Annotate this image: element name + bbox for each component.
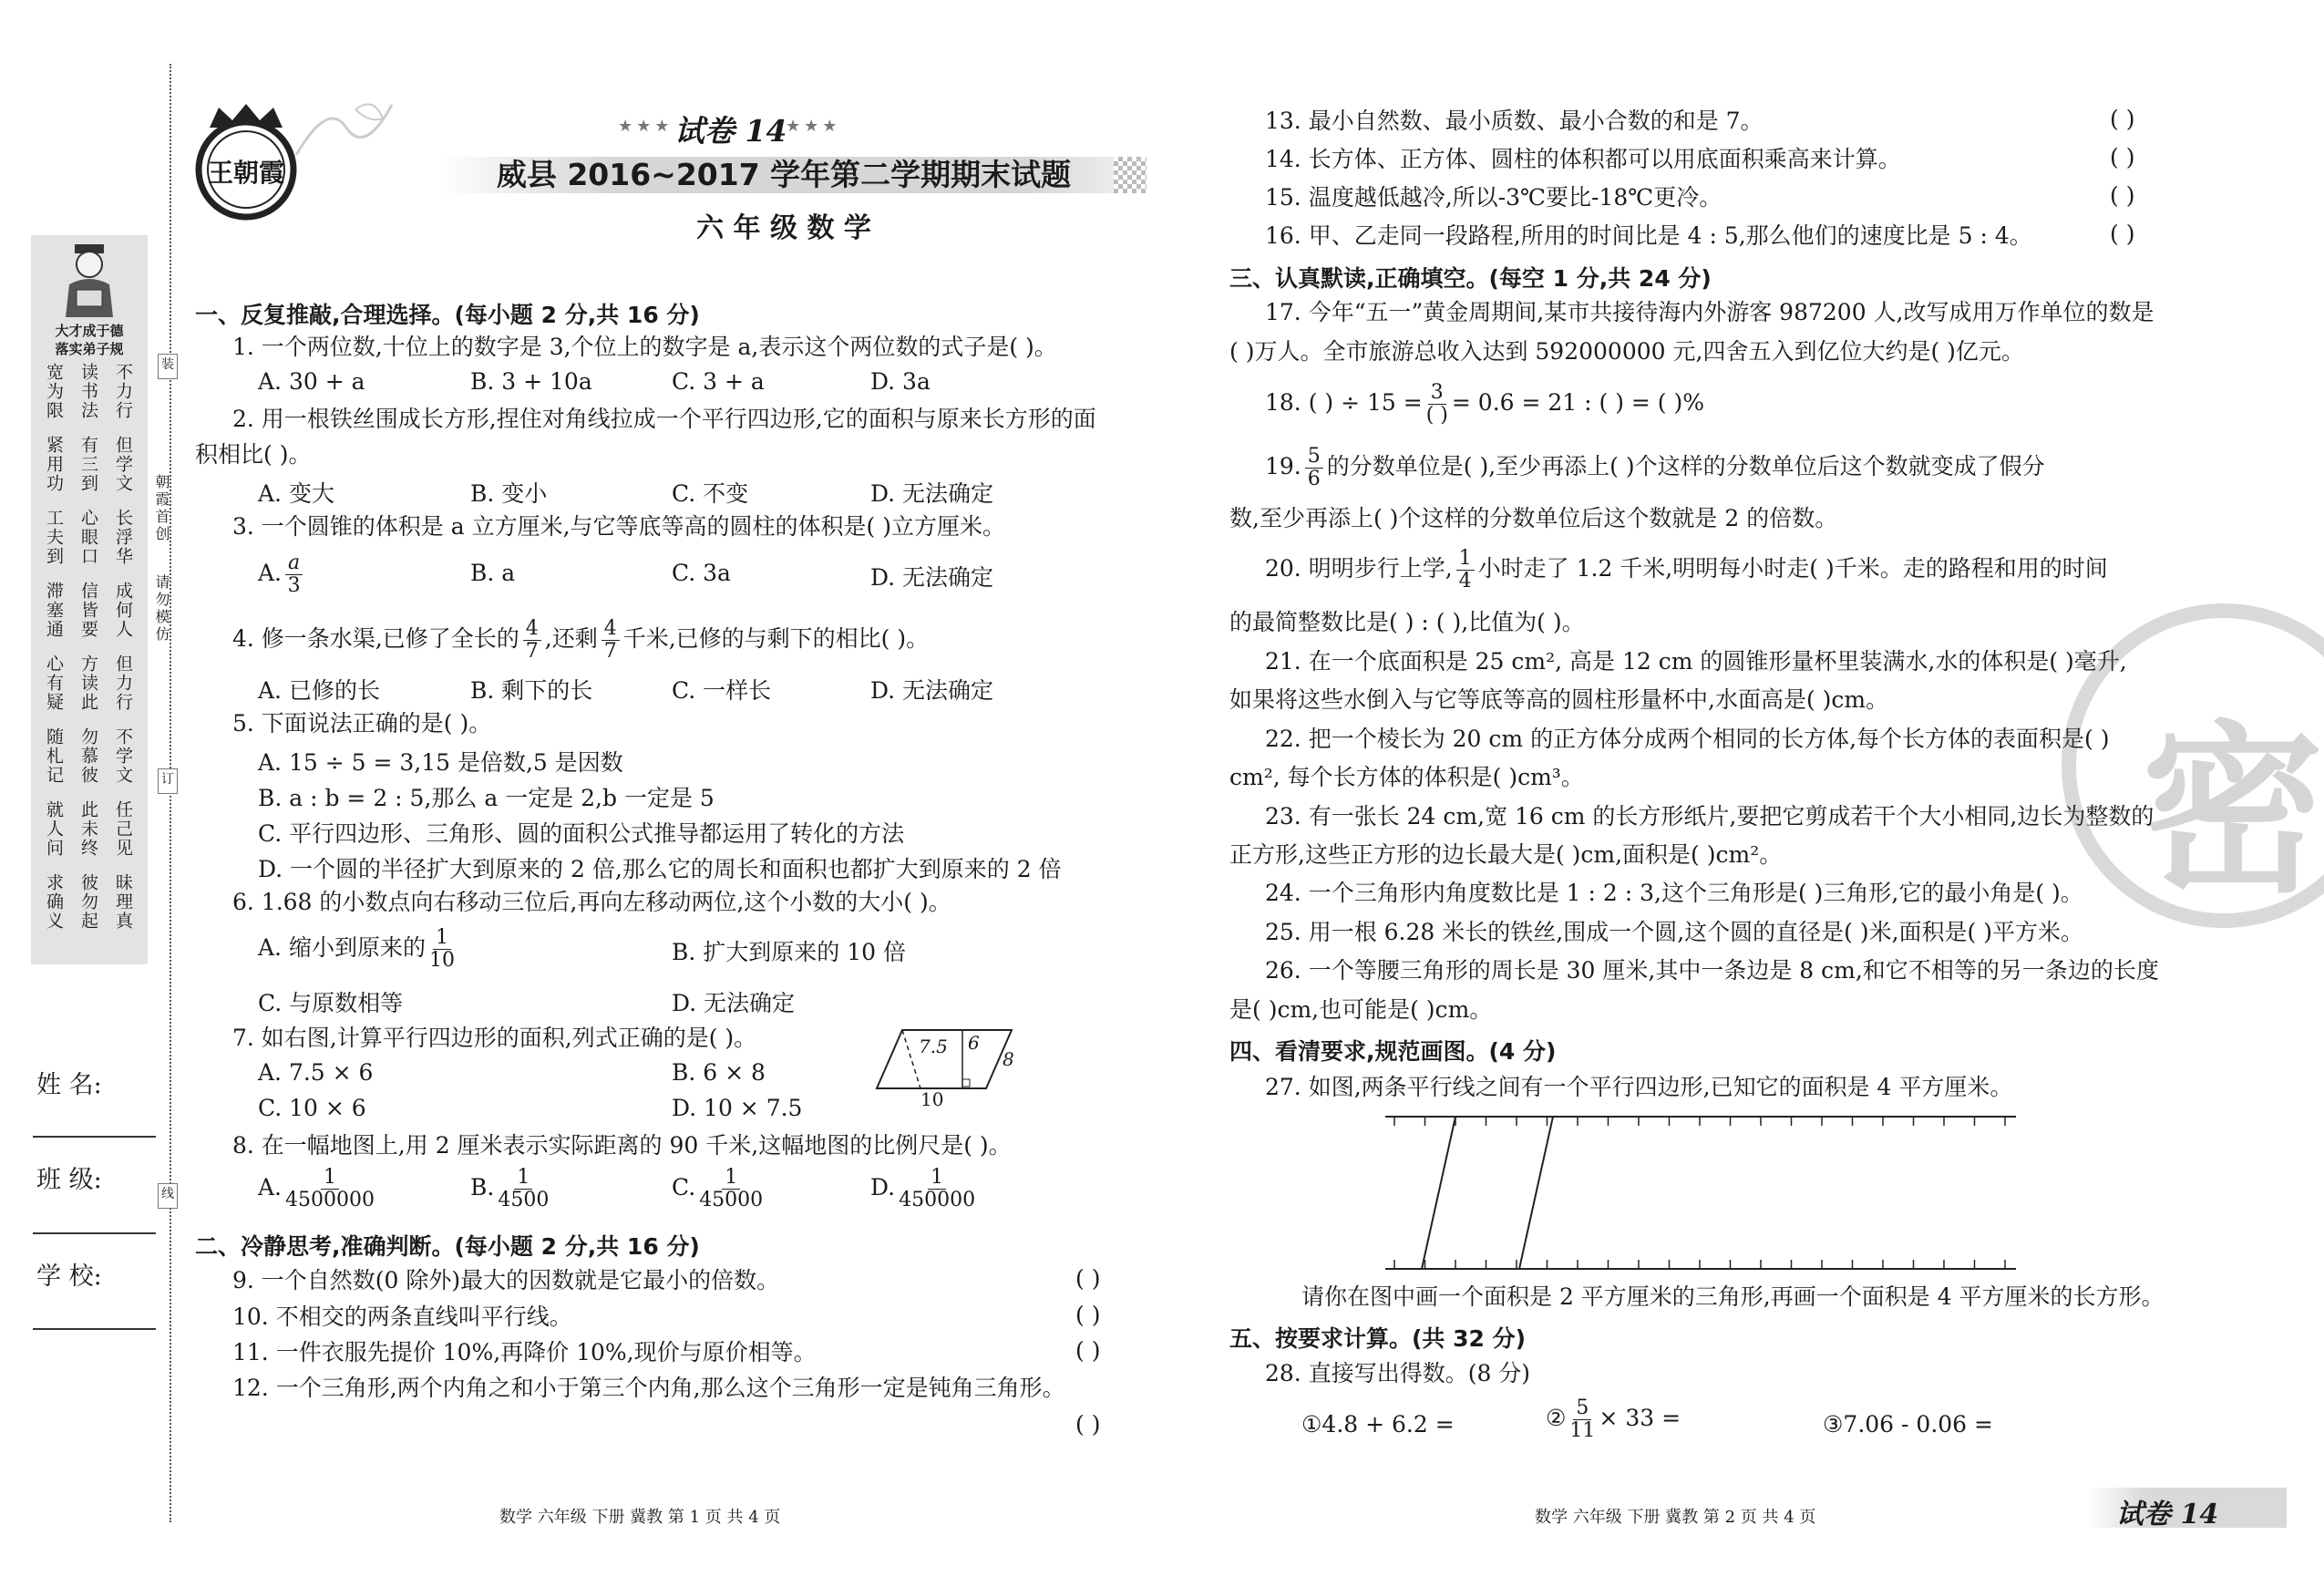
motto-column: 方读此 xyxy=(78,654,98,712)
q20-fraction xyxy=(1456,548,1475,593)
figure-label-side: 8 xyxy=(1003,1048,1014,1070)
school-field[interactable] xyxy=(33,1328,156,1330)
q4-text-3: 千米,已修的与剩下的相比( )。 xyxy=(622,625,930,652)
class-field[interactable] xyxy=(33,1232,156,1234)
q6-option-a-fraction xyxy=(429,927,455,972)
question-2-line1: 2. 用一根铁丝围成长方形,捏住对角线拉成一个平行四边形,它的面积与原来长方形的面 xyxy=(232,406,1096,432)
q20-text-2: 小时走了 1.2 千米,明明每小时走( )千米。走的路程和用的时间 xyxy=(1477,555,2108,582)
calc-2-text: × 33 = xyxy=(1599,1405,1681,1431)
motto-column: 就人问 xyxy=(44,800,64,858)
q8-option-label: D. xyxy=(870,1174,896,1201)
footer-tag: 试卷 14 xyxy=(2116,1499,2219,1530)
question-3: 3. 一个圆锥的体积是 a 立方厘米,与它等底等高的圆柱的体积是( )立方厘米。 xyxy=(232,513,1006,540)
scholar-figure xyxy=(53,239,126,321)
judgement-answer-blank[interactable]: ( ) xyxy=(2110,221,2135,247)
q6-option-d[interactable]: D. 无法确定 xyxy=(672,990,796,1016)
question-6: 6. 1.68 的小数点向右移动三位后,再向左移动两位,这个小数的大小( )。 xyxy=(232,889,951,915)
motto-column: 读书法 xyxy=(78,363,98,420)
judgement-item: 13. 最小自然数、最小质数、最小合数的和是 7。 xyxy=(1265,108,1764,134)
school-label: 学 校: xyxy=(36,1262,102,1291)
question-27-note: 请你在图中画一个面积是 2 平方厘米的三角形,再画一个面积是 4 平方厘米的长方形。 xyxy=(1301,1283,2165,1310)
question-18 xyxy=(1265,379,1704,427)
q8-option[interactable] xyxy=(258,1167,378,1211)
motto-column: 成何人 xyxy=(113,582,133,639)
fraction-numerator: a xyxy=(285,552,303,575)
judgement-item: 15. 温度越低越冷,所以-3℃要比-18℃更冷。 xyxy=(1265,184,1722,211)
name-field[interactable] xyxy=(33,1136,156,1138)
fraction-denominator: 11 xyxy=(1569,1419,1596,1442)
q4-option-d[interactable]: D. 无法确定 xyxy=(870,677,994,704)
q3-option-c[interactable]: C. 3a xyxy=(672,560,731,586)
fraction-numerator: 4 xyxy=(602,618,620,641)
motto-column: 工夫到 xyxy=(44,509,64,566)
judgement-answer-blank[interactable]: ( ) xyxy=(2110,106,2135,132)
motto-column: 不力行 xyxy=(113,363,133,420)
question-7: 7. 如右图,计算平行四边形的面积,列式正确的是( )。 xyxy=(232,1025,757,1051)
question-23-line1: 23. 有一张长 24 cm,宽 16 cm 的长方形纸片,要把它剪成若干个大小相同,边长为整数的 xyxy=(1265,803,2154,830)
question-26-line2: 是( )cm,也可能是( )cm。 xyxy=(1229,996,1493,1023)
fraction-denominator: 10 xyxy=(428,949,455,972)
q3-option-b[interactable]: B. a xyxy=(470,560,516,586)
q6-option-a[interactable] xyxy=(258,927,458,972)
judgement-answer-blank[interactable]: ( ) xyxy=(1075,1265,1101,1292)
fraction-denominator: 45000 xyxy=(699,1189,764,1211)
question-24: 24. 一个三角形内角度数比是 1 : 2 : 3,这个三角形是( )三角形,它的最小角是( )。 xyxy=(1265,880,2083,906)
q3-option-d[interactable]: D. 无法确定 xyxy=(870,564,994,591)
class-label: 班 级: xyxy=(36,1166,102,1194)
q3-option-a-label: A. xyxy=(258,560,283,586)
motto-column: 任己见 xyxy=(113,800,133,858)
stamp-character: 密 xyxy=(2142,706,2324,918)
motto-top: 大才成于德 xyxy=(55,323,124,339)
section1-title: 一、反复推敲,合理选择。(每小题 2 分,共 16 分) xyxy=(195,302,700,328)
motto-column: 有三到 xyxy=(78,436,98,493)
q4-text-1: 4. 修一条水渠,已修了全长的 xyxy=(232,625,519,652)
q8-option[interactable] xyxy=(870,1167,979,1211)
fraction-denominator: 7 xyxy=(525,640,539,663)
motto-column: 但学文 xyxy=(113,436,133,493)
question-25: 25. 用一根 6.28 米长的铁丝,围成一个圆,这个圆的直径是( )米,面积是( )平方米。 xyxy=(1265,919,2084,945)
paper-tag: 试卷 14 xyxy=(674,113,787,149)
binding-mark-3: 线 xyxy=(158,1183,178,1209)
judgement-answer-blank[interactable]: ( ) xyxy=(1075,1337,1101,1364)
calc-2 xyxy=(1546,1395,1681,1442)
fraction-numerator: 5 xyxy=(1573,1397,1591,1420)
judgement-item: 9. 一个自然数(0 除外)最大的因数就是它最小的倍数。 xyxy=(232,1267,780,1293)
fraction-numerator: 1 xyxy=(928,1167,946,1190)
fraction-denominator: 4500 xyxy=(498,1189,550,1211)
vertical-note-2: 请勿模仿 xyxy=(153,574,170,644)
q8-option-label: B. xyxy=(470,1174,495,1201)
q8-option-fraction xyxy=(699,1167,763,1211)
calc-2-fraction xyxy=(1569,1397,1595,1442)
motto-columns xyxy=(36,363,146,955)
question-22-line1: 22. 把一个棱长为 20 cm 的正方体分成两个相同的长方体,每个长方体的表面积是( ) xyxy=(1265,726,2110,752)
judgement-answer-blank[interactable]: ( ) xyxy=(1075,1411,1101,1438)
vertical-note-1: 朝霞首创 xyxy=(153,474,170,543)
binding-mark-2: 订 xyxy=(158,768,178,794)
q8-option-label: A. xyxy=(258,1174,283,1201)
brand-name: 王朝霞 xyxy=(207,158,284,188)
motto-top2: 落实弟子规 xyxy=(55,341,124,357)
question-23-line2: 正方形,这些正方形的边长最大是( )cm,面积是( )cm²。 xyxy=(1229,841,1783,868)
q1-option-c[interactable]: C. 3 + a xyxy=(672,368,765,395)
motto-column: 勿慕彼 xyxy=(78,727,98,785)
calc-1: ①4.8 + 6.2 = xyxy=(1301,1411,1455,1438)
motto-column: 紧用功 xyxy=(44,436,64,493)
motto-column: 长浮华 xyxy=(113,509,133,566)
q6-option-c[interactable]: C. 与原数相等 xyxy=(258,990,404,1016)
q5-option-d[interactable]: D. 一个圆的半径扩大到原来的 2 倍,那么它的周长和面积也都扩大到原来的 2 倍 xyxy=(258,856,1062,882)
q4-fraction-2 xyxy=(602,618,620,663)
question-21-line1: 21. 在一个底面积是 25 cm², 高是 12 cm 的圆锥形量杯里装满水,水的体积是( )毫升, xyxy=(1265,648,2127,675)
question-1: 1. 一个两位数,十位上的数字是 3,个位上的数字是 a,表示这个两位数的式子是( )。 xyxy=(232,334,1057,360)
q18-text-2: = 0.6 = 21 : ( ) = ( )% xyxy=(1451,389,1705,416)
footer-right: 数学 六年级 下册 冀教 第 2 页 共 4 页 xyxy=(1535,1508,1816,1527)
q18-text-1: 18. ( ) ÷ 15 = xyxy=(1265,389,1423,416)
motto-column: 心眼口 xyxy=(78,509,98,566)
fraction-numerator: 1 xyxy=(433,927,451,950)
q18-fraction xyxy=(1426,382,1448,427)
q7-option-b[interactable]: B. 6 × 8 xyxy=(672,1059,766,1086)
motto-column: 昧理真 xyxy=(113,873,133,931)
q1-option-d[interactable]: D. 3a xyxy=(870,368,931,395)
motto-column: 但力行 xyxy=(113,654,133,712)
q20-text-1: 20. 明明步行上学, xyxy=(1265,555,1453,582)
question-28: 28. 直接写出得数。(8 分) xyxy=(1265,1360,1531,1386)
q1-option-b[interactable]: B. 3 + 10a xyxy=(470,368,592,395)
parallelogram-figure xyxy=(875,1023,1021,1110)
q8-option-fraction xyxy=(498,1167,549,1211)
question-26-line1: 26. 一个等腰三角形的周长是 30 厘米,其中一条边是 8 cm,和它不相等的另一条边的长度 xyxy=(1265,957,2159,984)
fraction-numerator: 4 xyxy=(523,618,541,641)
judgement-item: 14. 长方体、正方体、圆柱的体积都可以用底面积乘高来计算。 xyxy=(1265,146,1901,172)
question-8: 8. 在一幅地图上,用 2 厘米表示实际距离的 90 千米,这幅地图的比例尺是( )。 xyxy=(232,1132,1012,1159)
fraction-denominator: 7 xyxy=(603,640,617,663)
figure-label-height: 6 xyxy=(968,1032,980,1054)
q1-option-a[interactable]: A. 30 + a xyxy=(258,368,365,395)
subject-title: 六 年 级 数 学 xyxy=(696,212,871,244)
fraction-numerator: 5 xyxy=(1305,446,1323,469)
fraction-numerator: 1 xyxy=(722,1167,740,1190)
figure-label-slant: 7.5 xyxy=(919,1036,948,1057)
judgement-item: 12. 一个三角形,两个内角之和小于第三个内角,那么这个三角形一定是钝角三角形。 xyxy=(232,1375,1065,1401)
q8-option-fraction xyxy=(899,1167,975,1211)
fraction-numerator: 1 xyxy=(1456,548,1475,571)
fraction-numerator: 3 xyxy=(1428,382,1446,405)
drawing-grid-figure[interactable] xyxy=(1385,1103,2023,1276)
question-21-line2: 如果将这些水倒入与它等底等高的圆柱形量杯中,水面高是( )cm。 xyxy=(1229,686,1889,713)
question-27: 27. 如图,两条平行线之间有一个平行四边形,已知它的面积是 4 平方厘米。 xyxy=(1265,1074,2013,1100)
header-stars-right: ★★★ xyxy=(786,117,841,136)
section5-title: 五、按要求计算。(共 32 分) xyxy=(1229,1325,1527,1352)
motto-column: 信皆要 xyxy=(78,582,98,639)
binding-mark-1: 装 xyxy=(158,354,178,379)
q2-option-d[interactable]: D. 无法确定 xyxy=(870,480,994,507)
q8-option-label: C. xyxy=(672,1174,696,1201)
ribbon-decoration xyxy=(292,91,401,173)
q4-option-b[interactable]: B. 剩下的长 xyxy=(470,677,593,704)
judgement-item: 16. 甲、乙走同一段路程,所用的时间比是 4 : 5,那么他们的速度比是 5 : 4。 xyxy=(1265,222,2032,249)
question-20-line1 xyxy=(1265,545,2108,593)
motto-column: 不学文 xyxy=(113,727,133,785)
section3-title: 三、认真默读,正确填空。(每空 1 分,共 24 分) xyxy=(1229,265,1712,292)
q8-option-fraction xyxy=(285,1167,375,1211)
motto-column: 此未终 xyxy=(78,800,98,858)
judgement-item: 11. 一件衣服先提价 10%,再降价 10%,现价与原价相等。 xyxy=(232,1339,817,1365)
q4-option-a[interactable]: A. 已修的长 xyxy=(258,677,380,704)
q8-option[interactable] xyxy=(470,1167,552,1211)
calc-3: ③7.06 - 0.06 = xyxy=(1823,1411,1993,1438)
q4-text-2: ,还剩 xyxy=(544,625,598,652)
motto-column: 滞塞通 xyxy=(44,582,64,639)
motto-column: 宽为限 xyxy=(44,363,64,420)
fraction-denominator: 450000 xyxy=(899,1189,976,1211)
parallelogram-left-side xyxy=(1422,1117,1455,1269)
footer-left: 数学 六年级 下册 冀教 第 1 页 共 4 页 xyxy=(499,1508,781,1527)
question-17-line2: ( )万人。全市旅游总收入达到 592000000 元,四舍五入到亿位大约是( )亿元。 xyxy=(1229,338,2024,365)
motto-column: 心有疑 xyxy=(44,654,64,712)
motto-column: 随札记 xyxy=(44,727,64,785)
q4-fraction-1 xyxy=(523,618,541,663)
q2-option-c[interactable]: C. 不变 xyxy=(672,480,749,507)
q3-option-a[interactable] xyxy=(258,552,306,597)
figure-label-base: 10 xyxy=(920,1088,944,1110)
q19-number: 19. xyxy=(1265,453,1301,479)
secret-stamp xyxy=(2060,602,2324,930)
question-4 xyxy=(232,616,929,663)
judgement-answer-blank[interactable]: ( ) xyxy=(1075,1302,1101,1328)
question-22-line2: cm², 每个长方体的体积是( )cm³。 xyxy=(1229,764,1584,790)
fraction-denominator: ( ) xyxy=(1425,404,1448,427)
q5-option-b[interactable]: B. a : b = 2 : 5,那么 a 一定是 2,b 一定是 5 xyxy=(258,785,715,811)
calc-2-label: ② xyxy=(1546,1405,1567,1431)
q5-option-c[interactable]: C. 平行四边形、三角形、圆的面积公式推导都运用了转化的方法 xyxy=(258,820,905,847)
q7-option-c[interactable]: C. 10 × 6 xyxy=(258,1095,366,1121)
q2-option-b[interactable]: B. 变小 xyxy=(470,480,548,507)
q7-option-a[interactable]: A. 7.5 × 6 xyxy=(258,1059,374,1086)
q19-text-1: 的分数单位是( ),至少再添上( )个这样的分数单位后这个数就变成了假分 xyxy=(1326,453,2045,479)
q19-fraction xyxy=(1305,446,1323,490)
question-17-line1: 17. 今年“五一”黄金周期间,某市共接待海内外游客 987200 人,改写成用万作单位的数是 xyxy=(1265,299,2154,325)
question-5: 5. 下面说法正确的是( )。 xyxy=(232,710,492,737)
question-19-line2: 数,至少再添上( )个这样的分数单位后这个数就是 2 的倍数。 xyxy=(1229,505,1838,531)
q5-option-a[interactable]: A. 15 ÷ 5 = 3,15 是倍数,5 是因数 xyxy=(258,749,623,776)
section4-title: 四、看清要求,规范画图。(4 分) xyxy=(1229,1038,1557,1065)
fraction-numerator: 1 xyxy=(514,1167,532,1190)
judgement-answer-blank[interactable]: ( ) xyxy=(2110,144,2135,170)
q6-option-b[interactable]: B. 扩大到原来的 10 倍 xyxy=(672,939,906,965)
q2-option-a[interactable]: A. 变大 xyxy=(258,480,334,507)
judgement-item: 10. 不相交的两条直线叫平行线。 xyxy=(232,1304,572,1330)
q6-option-a-label: A. 缩小到原来的 xyxy=(258,934,426,961)
section2-title: 二、冷静思考,准确判断。(每小题 2 分,共 16 分) xyxy=(195,1233,700,1260)
judgement-answer-blank[interactable]: ( ) xyxy=(2110,182,2135,209)
q3-option-a-fraction xyxy=(285,552,303,597)
fraction-denominator: 4500000 xyxy=(285,1189,375,1211)
parallelogram-right-side xyxy=(1519,1117,1553,1269)
name-label: 姓 名: xyxy=(36,1071,102,1099)
q7-option-d[interactable]: D. 10 × 7.5 xyxy=(672,1095,803,1121)
motto-column: 求确义 xyxy=(44,873,64,931)
header-stars-left: ★★★ xyxy=(618,117,674,136)
page-title: 威县 2016~2017 学年第二学期期末试题 xyxy=(496,157,1072,192)
fraction-numerator: 1 xyxy=(321,1167,339,1190)
q8-options xyxy=(258,1167,1078,1221)
fraction-denominator: 3 xyxy=(287,574,301,597)
motto-column: 彼勿起 xyxy=(78,873,98,931)
fraction-denominator: 4 xyxy=(1458,570,1472,593)
question-19-line1 xyxy=(1265,443,2045,490)
q8-option[interactable] xyxy=(672,1167,766,1211)
fraction-denominator: 6 xyxy=(1307,468,1321,490)
question-2-line2: 积相比( )。 xyxy=(195,441,312,468)
q4-option-c[interactable]: C. 一样长 xyxy=(672,677,772,704)
question-20-line2: 的最简整数比是( ) : ( ),比值为( )。 xyxy=(1229,609,1585,635)
